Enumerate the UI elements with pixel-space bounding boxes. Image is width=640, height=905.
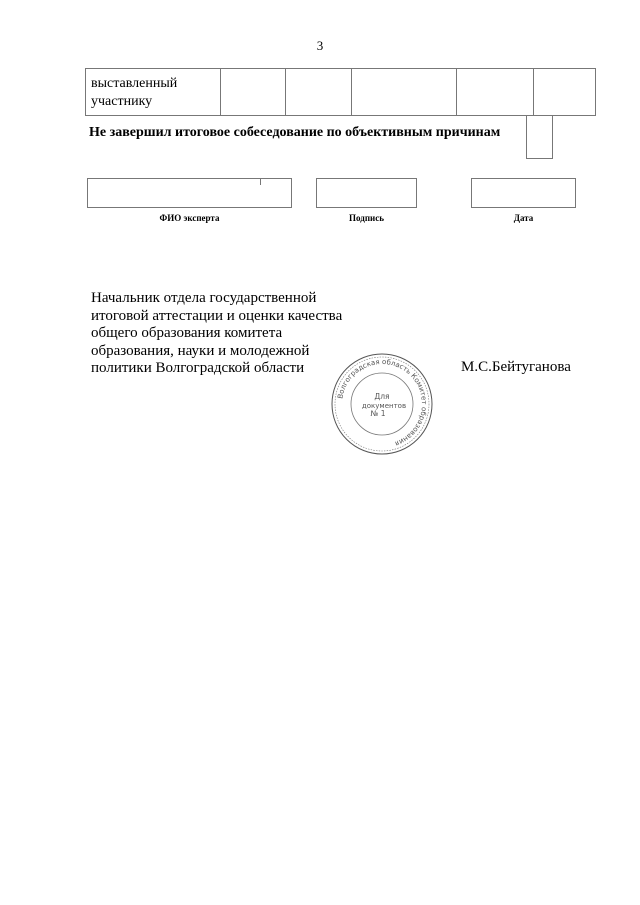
signature-label: Подпись <box>349 213 384 223</box>
date-label: Дата <box>513 213 534 223</box>
expert-name-field[interactable] <box>87 178 292 208</box>
stamp-center-line-2: документов <box>361 402 407 410</box>
table-divider <box>351 69 352 115</box>
table-divider <box>285 69 286 115</box>
table-divider <box>533 69 534 115</box>
official-stamp <box>330 352 434 456</box>
score-table <box>85 68 596 116</box>
table-row-label: выставленный участнику <box>91 76 178 109</box>
stamp-center-line-3: № 1 <box>370 409 386 418</box>
signer-name: М.С.Бейтуганова <box>461 359 571 375</box>
expert-name-label: ФИО эксперта <box>159 213 220 223</box>
table-divider <box>220 69 221 115</box>
signature-field[interactable] <box>316 178 417 208</box>
stamp-center-line-1: Для <box>374 392 390 401</box>
field-tick <box>260 179 261 185</box>
position-title: Начальник отдела государственной итоговой аттестации и оценки качества общего образования комитета образования, науки и молодежной политики Волгоградской области <box>91 290 343 376</box>
date-field[interactable] <box>471 178 576 208</box>
not-completed-checkbox[interactable] <box>526 115 553 159</box>
not-completed-statement: Не завершил итоговое собеседование по объективным причинам <box>89 125 501 140</box>
table-divider <box>456 69 457 115</box>
page-number: 3 <box>316 38 324 53</box>
stamp-ring-text: Волгоградская область Комитет образования <box>336 357 429 448</box>
